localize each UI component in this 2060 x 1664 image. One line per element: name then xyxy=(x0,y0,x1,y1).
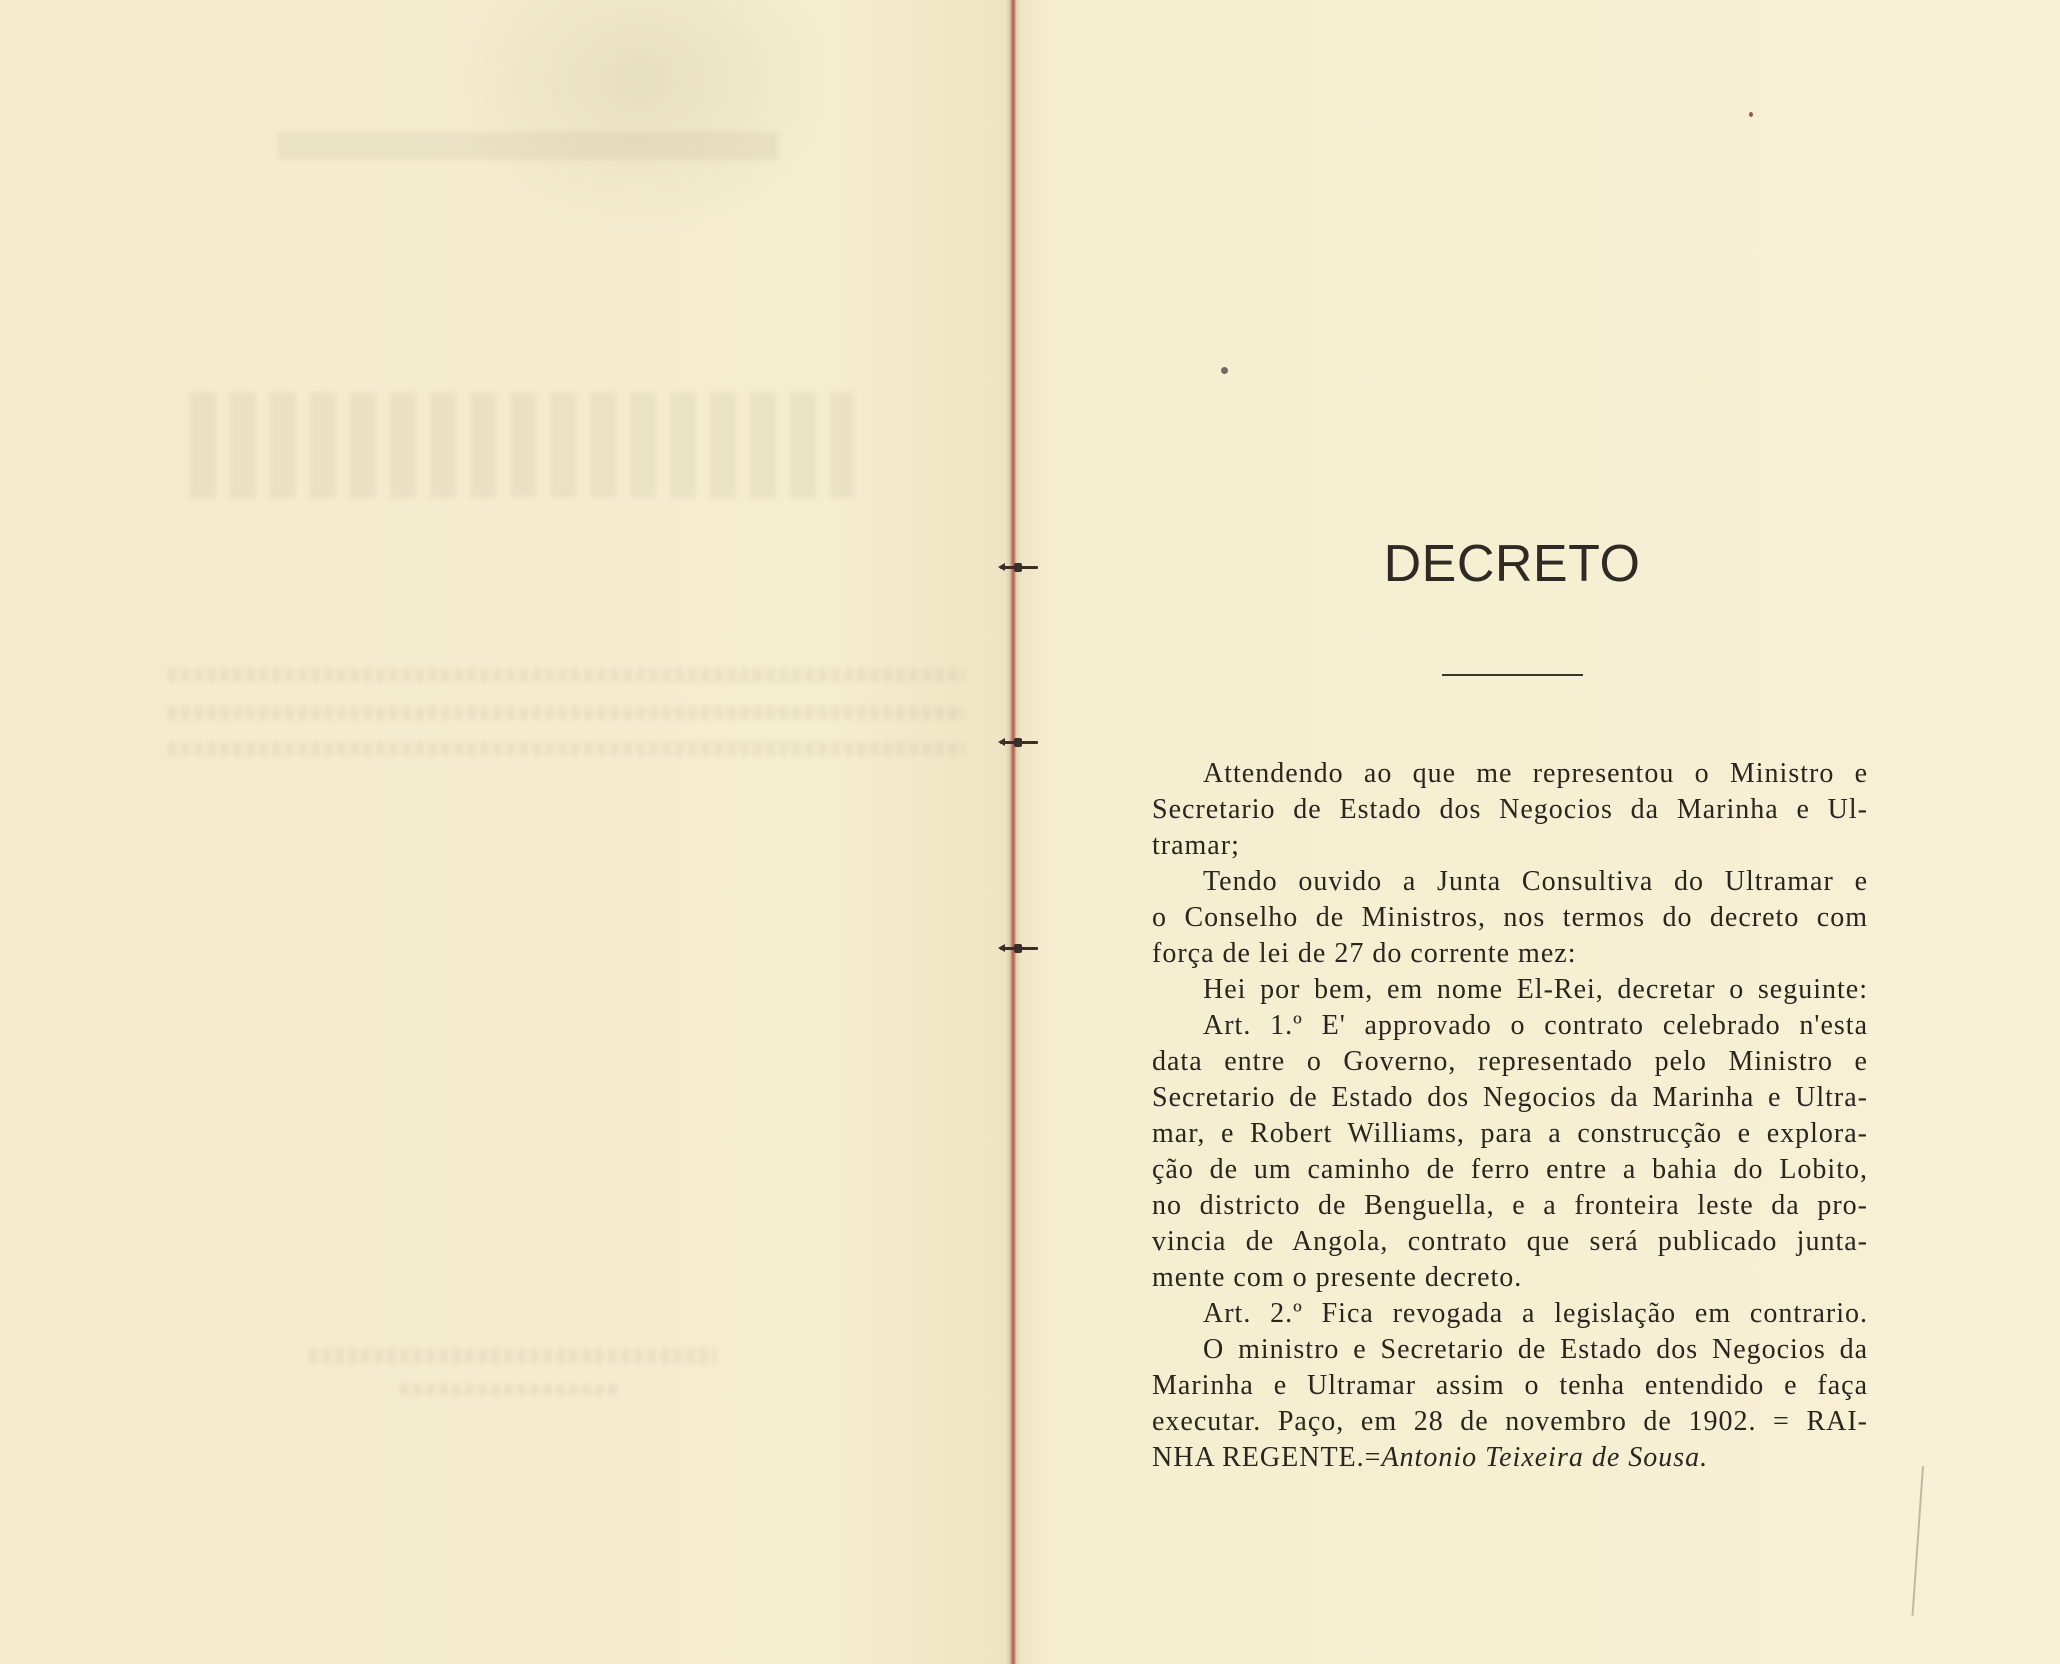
regent-signature: NHA REGENTE.= xyxy=(1152,1442,1382,1473)
minister-signature: Antonio Teixeira de Sousa. xyxy=(1381,1442,1709,1473)
bleed-through-ghost xyxy=(400,1384,617,1396)
paragraph xyxy=(1152,864,1868,972)
bleed-through-ghost xyxy=(168,742,964,756)
decree-body xyxy=(1152,756,1868,1476)
text-line: Secretario de Estado dos Negocios da Marinha e Ul- xyxy=(1152,794,1868,825)
paragraph xyxy=(1152,1296,1868,1332)
text-line: Marinha e Ultramar assim o tenha entendido e faça xyxy=(1152,1370,1868,1401)
text-line: mente com o presente decreto. xyxy=(1152,1262,1523,1293)
stitch-mark xyxy=(1000,741,1038,744)
bleed-through-ghost xyxy=(190,392,854,498)
paragraph xyxy=(1152,972,1868,1008)
signature-line xyxy=(1152,1440,1868,1476)
stitch-mark xyxy=(1000,947,1038,950)
text-line: vincia de Angola, contrato que será publicado junta- xyxy=(1152,1226,1868,1257)
text-line: Secretario de Estado dos Negocios da Marinha e Ultra- xyxy=(1152,1082,1868,1113)
bleed-through-ghost xyxy=(278,132,778,160)
text-line: ção de um caminho de ferro entre a bahia do Lobito, xyxy=(1152,1154,1868,1185)
text-line: data entre o Governo, representado pelo Ministro e xyxy=(1152,1046,1868,1077)
bleed-through-ghost xyxy=(168,668,964,682)
text-line: Hei por bem, em nome El-Rei, decretar o seguinte: xyxy=(1203,974,1868,1005)
document-title: DECRETO xyxy=(1383,535,1641,593)
paper-speck xyxy=(1221,367,1228,374)
text-line: Attendendo ao que me representou o Ministro e xyxy=(1203,758,1868,789)
left-page xyxy=(0,0,1012,1664)
spine xyxy=(1005,0,1021,1664)
text-line: Art. 1.º E' approvado o contrato celebrado n'esta xyxy=(1203,1010,1868,1041)
text-line: Art. 2.º Fica revogada a legislação em contrario. xyxy=(1203,1298,1868,1329)
stitch-mark xyxy=(1000,566,1038,569)
text-line: tramar; xyxy=(1152,830,1240,861)
text-line: força de lei de 27 do corrente mez: xyxy=(1152,938,1577,969)
paragraph xyxy=(1152,1332,1868,1476)
bleed-through-ghost xyxy=(309,1348,716,1364)
paper-speck xyxy=(1749,112,1753,117)
text-line: no districto de Benguella, e a fronteira leste da pro- xyxy=(1152,1190,1868,1221)
text-line: mar, e Robert Williams, para a construcção e explora- xyxy=(1152,1118,1868,1149)
bleed-through-ghost xyxy=(168,706,964,720)
paragraph xyxy=(1152,1008,1868,1296)
text-line: O ministro e Secretario de Estado dos Negocios da xyxy=(1203,1334,1868,1365)
text-line: o Conselho de Ministros, nos termos do decreto com xyxy=(1152,902,1868,933)
text-line: Tendo ouvido a Junta Consultiva do Ultramar e xyxy=(1203,866,1868,897)
title-rule xyxy=(1442,674,1583,676)
paragraph xyxy=(1152,756,1868,864)
text-line: executar. Paço, em 28 de novembro de 1902. = RAI- xyxy=(1152,1406,1868,1437)
